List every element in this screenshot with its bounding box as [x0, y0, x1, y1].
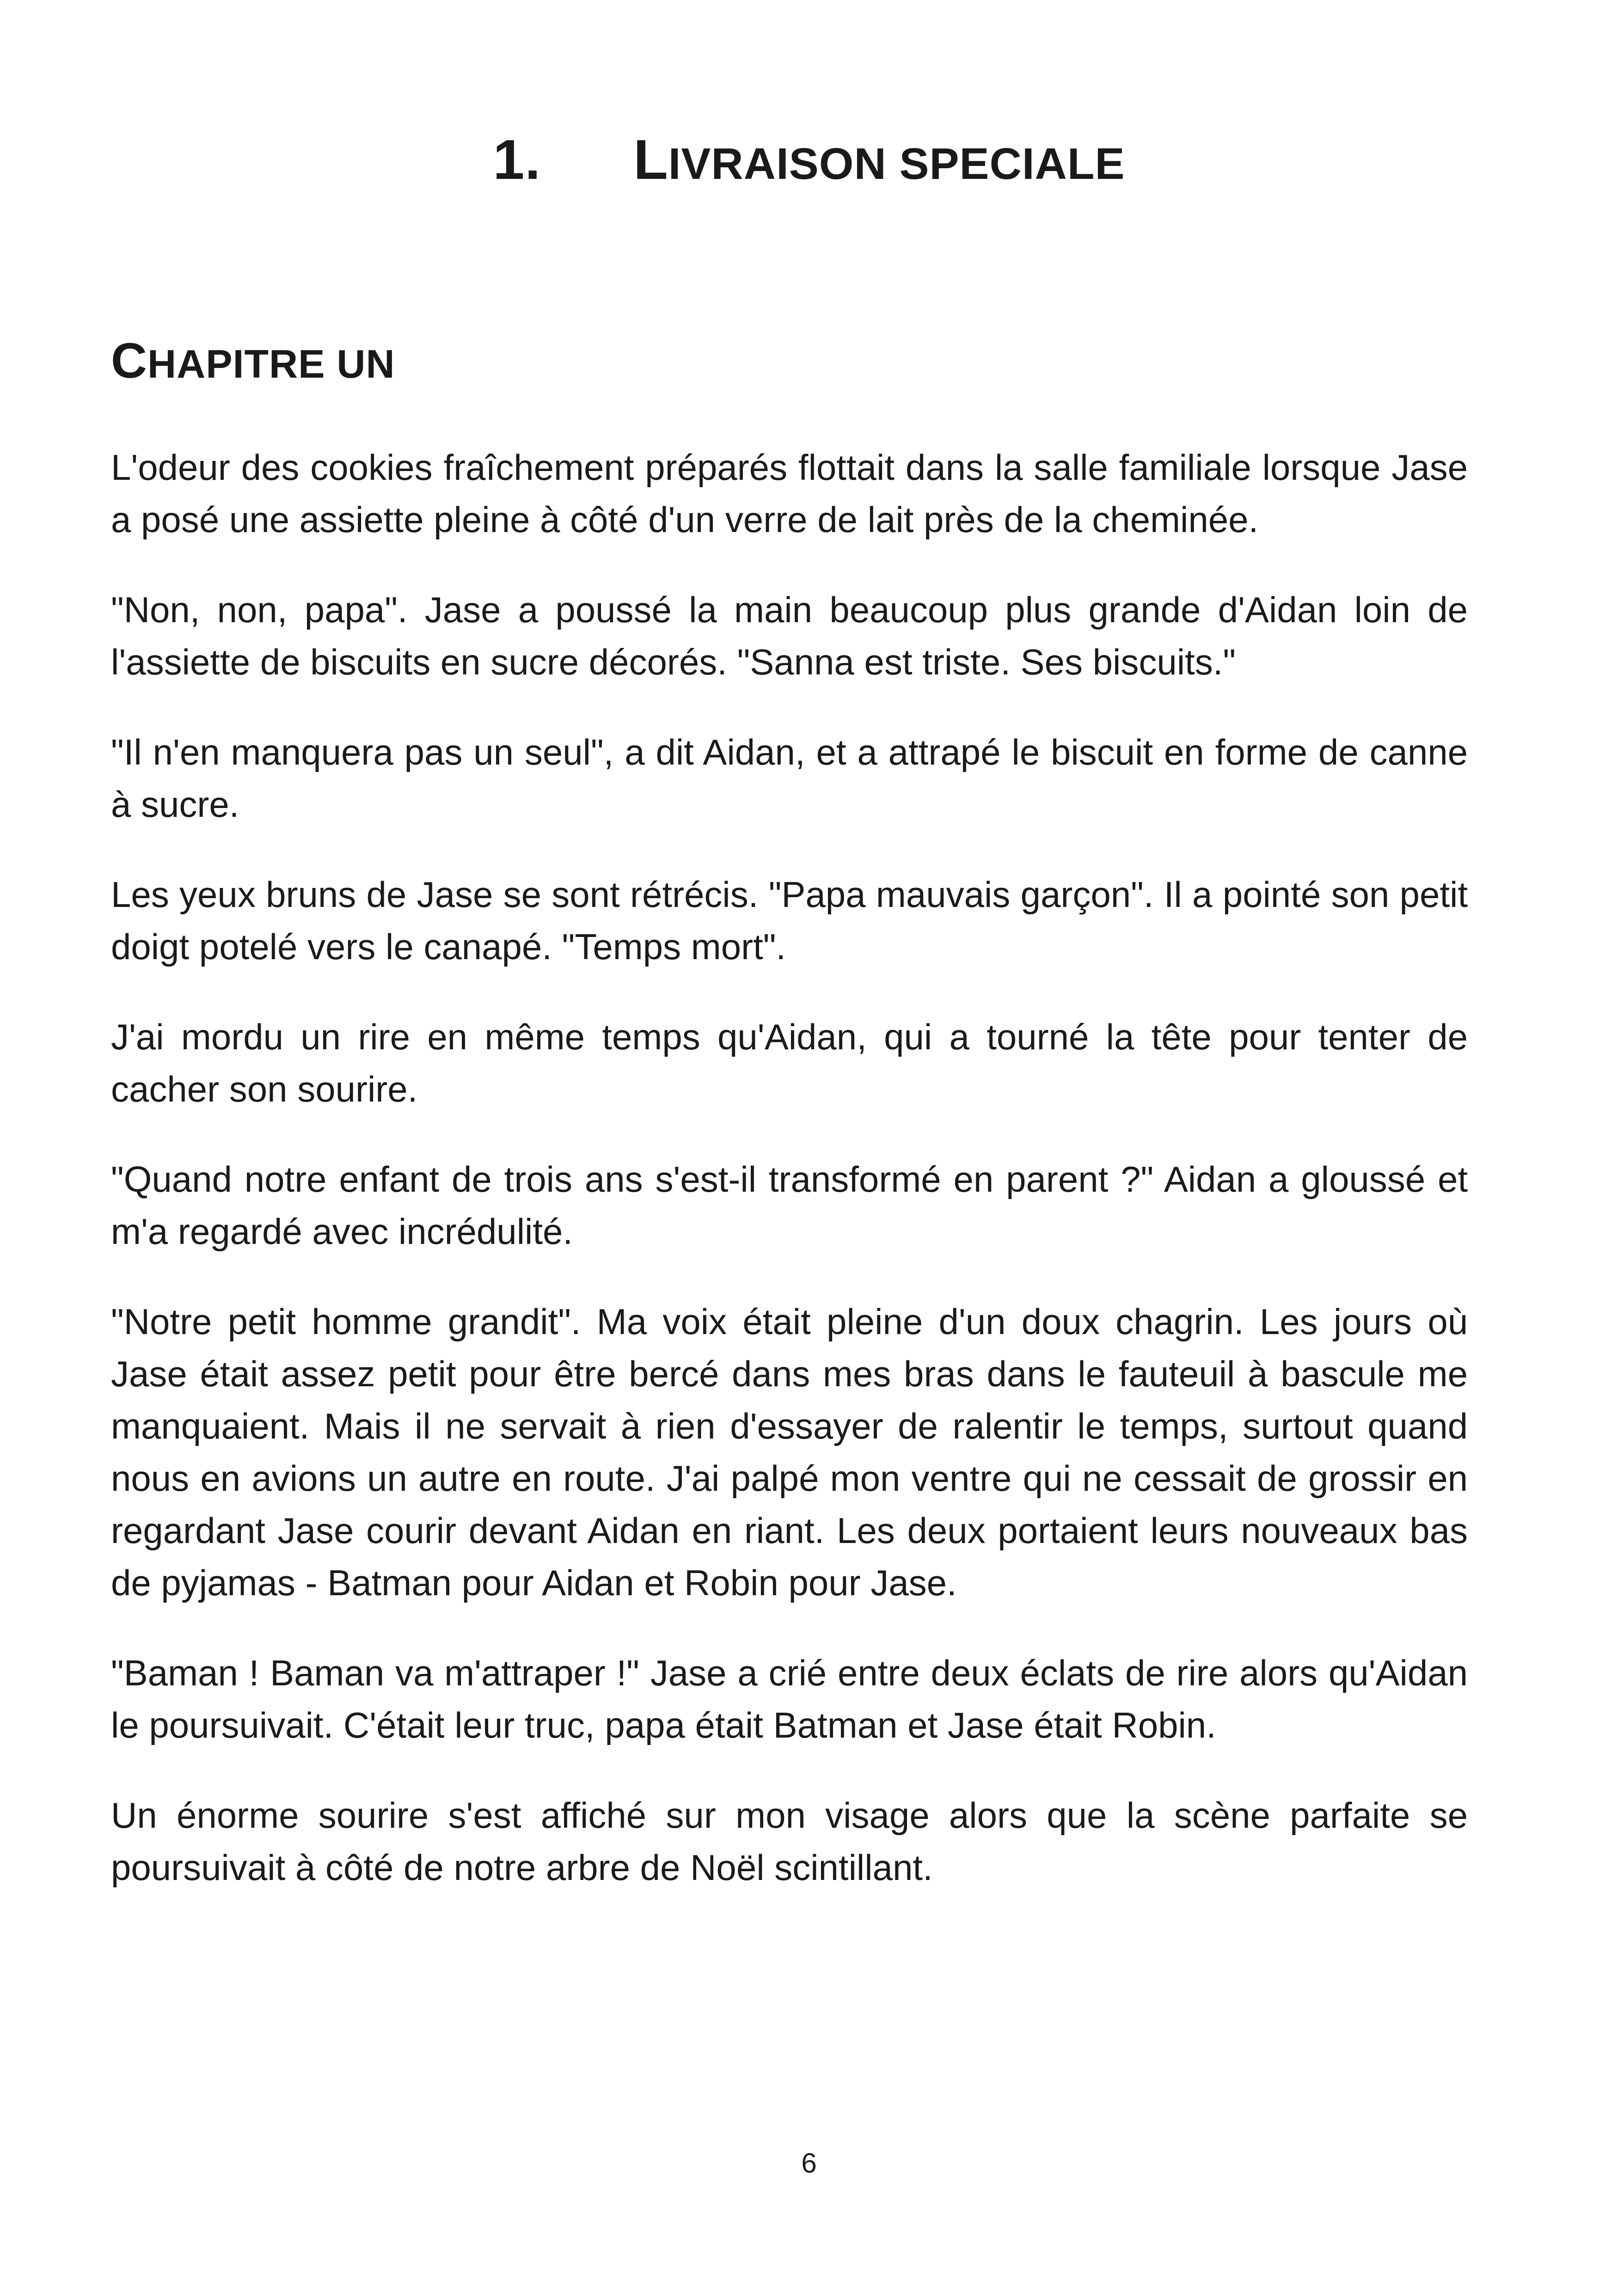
part-title-rest: IVRAISON SPECIALE — [668, 139, 1125, 189]
chapter-title-initial: C — [111, 332, 147, 388]
body-text — [111, 441, 1468, 1932]
part-title — [0, 125, 1618, 199]
part-title-initial: L — [633, 128, 668, 191]
paragraph: L'odeur des cookies fraîchement préparés flottait dans la salle familiale lorsque Jase a posé une assiette pleine à côté d'un verre de lait près de la cheminée. — [111, 447, 1468, 540]
paragraph: "Il n'en manquera pas un seul", a dit Aidan, et a attrapé le biscuit en forme de canne à sucre. — [111, 732, 1468, 825]
paragraph: "Notre petit homme grandit". Ma voix était pleine d'un doux chagrin. Les jours où Jase était assez petit pour être bercé dans mes bras dans le fauteuil à bascule me manquaient. Mais il ne servait à rien d'essayer de ralentir le temps, surtout quand nous en avions un autre en route. J'ai palpé mon ventre qui ne cessait de grossir en regardant Jase courir devant Aidan en riant. Les deux portaient leurs nouveaux bas de pyjamas - Batman pour Aidan et Robin pour Jase. — [111, 1301, 1468, 1603]
paragraph: "Baman ! Baman va m'attraper !" Jase a crié entre deux éclats de rire alors qu'Aidan le poursuivait. C'était leur truc, papa était Batman et Jase était Robin. — [111, 1653, 1468, 1745]
paragraph: Un énorme sourire s'est affiché sur mon visage alors que la scène parfaite se poursuivait à côté de notre arbre de Noël scintillant. — [111, 1795, 1468, 1888]
chapter-title-rest: HAPITRE UN — [147, 342, 395, 386]
paragraph: J'ai mordu un rire en même temps qu'Aidan, qui a tourné la tête pour tenter de cacher son sourire. — [111, 1016, 1468, 1109]
paragraph: "Quand notre enfant de trois ans s'est-il transformé en parent ?" Aidan a gloussé et m'a regardé avec incrédulité. — [111, 1159, 1468, 1252]
page-number: 6 — [801, 2148, 817, 2179]
paragraph: Les yeux bruns de Jase se sont rétrécis. "Papa mauvais garçon". Il a pointé son petit doigt potelé vers le canapé. "Temps mort". — [111, 874, 1468, 967]
part-number: 1. — [493, 128, 541, 191]
paragraph: "Non, non, papa". Jase a poussé la main beaucoup plus grande d'Aidan loin de l'assiette de biscuits en sucre décorés. "Sanna est triste. Ses biscuits." — [111, 589, 1468, 682]
chapter-title — [111, 331, 395, 394]
